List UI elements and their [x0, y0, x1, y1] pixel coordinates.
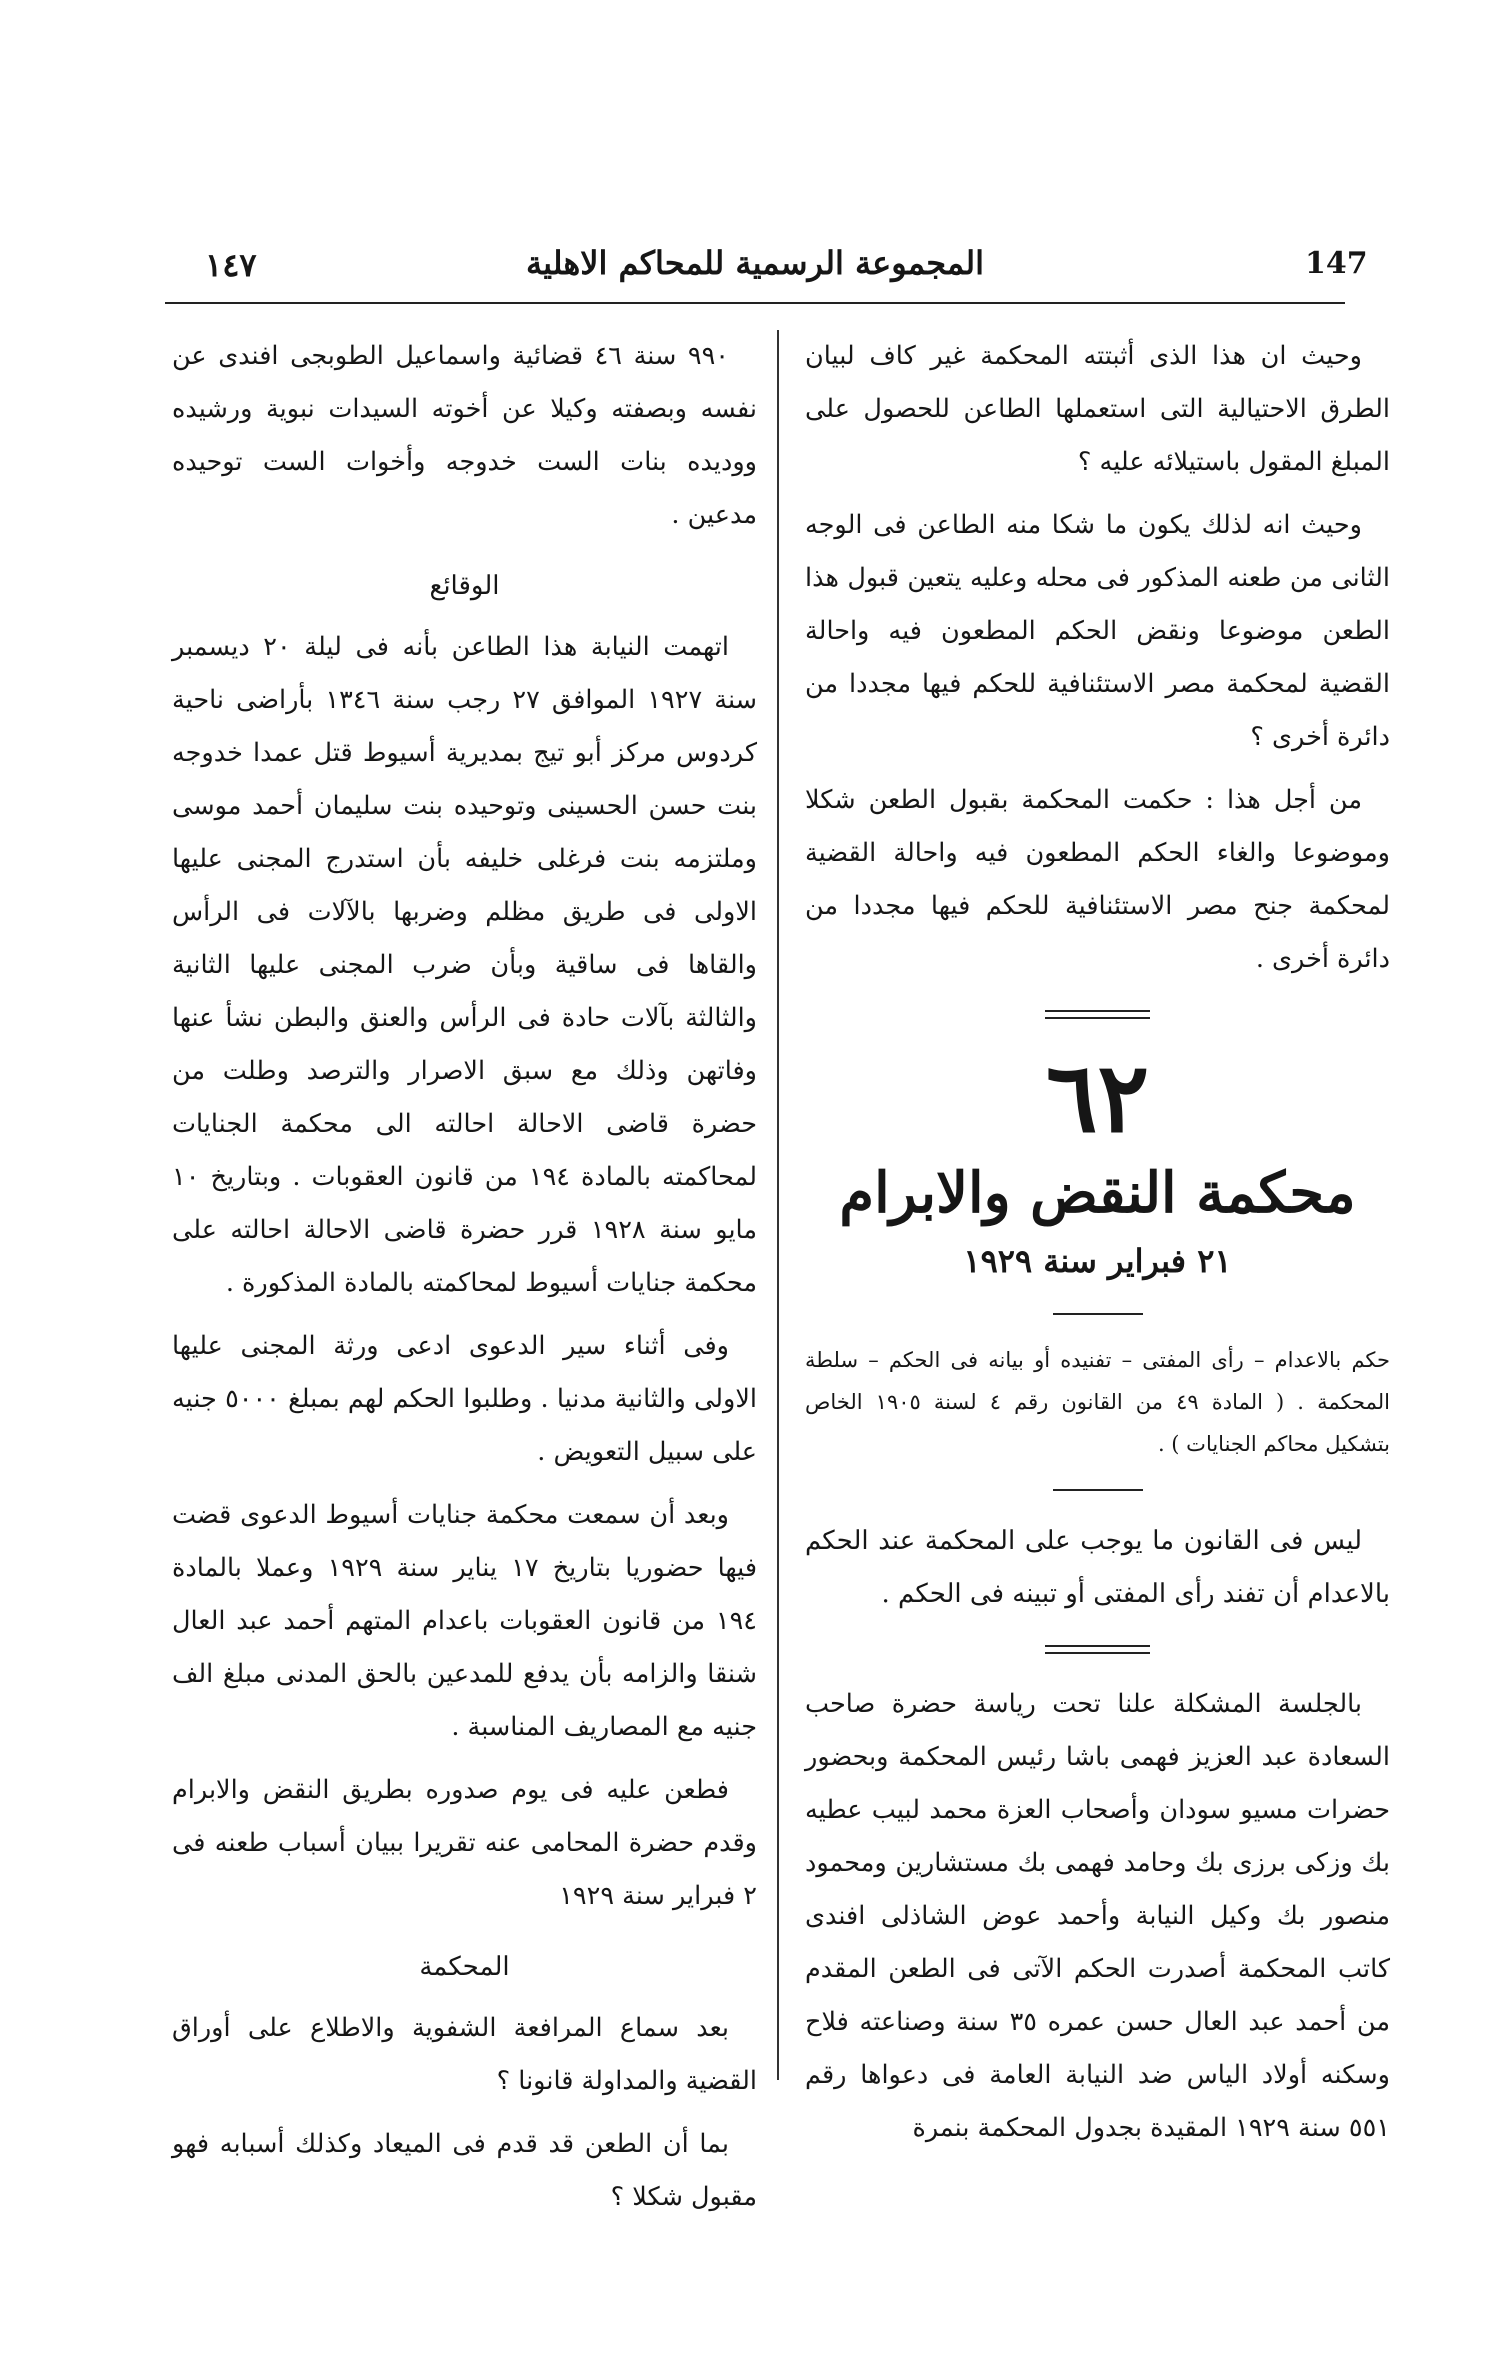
paragraph: من أجل هذا : حكمت المحكمة بقبول الطعن شكلا وموضوعا والغاء الحكم المطعون فيه واحالة القضية لمحكمة جنح مصر الاستئنافية للحكم فيها مجددا من دائرة أخرى . — [805, 785, 1390, 974]
paragraph: وحيث انه لذلك يكون ما شكا منه الطاعن فى الوجه الثانى من طعنه المذكور فى محله وعليه يتعين قبول هذا الطعن موضوعا ونقض الحكم المطعون فيه واحالة القضية لمحكمة مصر الاستئنافية للحكم فيها مجددا من دائرة أخرى ؟ — [805, 510, 1390, 752]
page-number-latin: 147 — [1305, 246, 1368, 281]
case-summary: حكم بالاعدام – رأى المفتى – تفنيده أو بيانه فى الحكم – سلطة المحكمة . ( المادة ٤٩ من القانون رقم ٤ لسنة ١٩٠٥ الخاص بتشكيل محاكم الجنايات ) . — [805, 1348, 1390, 1456]
double-separator — [1045, 1645, 1150, 1654]
single-separator — [1053, 1313, 1143, 1315]
paragraph: وحيث ان هذا الذى أثبتته المحكمة غير كاف لبيان الطرق الاحتيالية التى استعملها الطاعن للحصول على المبلغ المقول باستيلائه عليه ؟ — [805, 341, 1390, 477]
paragraph: بعد سماع المرافعة الشفوية والاطلاع على أوراق القضية والمداولة قانونا ؟ — [172, 2013, 757, 2096]
paragraph: بما أن الطعن قد قدم فى الميعاد وكذلك أسبابه فهو مقبول شكلا ؟ — [172, 2129, 757, 2212]
column-divider — [777, 330, 779, 2080]
header-rule — [165, 302, 1345, 304]
paragraph: اتهمت النيابة هذا الطاعن بأنه فى ليلة ٢٠ ديسمبر سنة ١٩٢٧ الموافق ٢٧ رجب سنة ١٣٤٦ بأراضى ناحية كردوس مركز أبو تيج بمديرية أسيوط قتل عمدا خدوجه بنت حسن الحسينى وتوحيده بنت سليمان أحمد موسى وملتزمه بنت فرغلى خليفه بأن استدرج المجنى عليها الاولى فى طريق مظلم وضربها بالآلات فى الرأس والقاها فى ساقية وبأن ضرب المجنى عليها الثانية والثالثة بآلات حادة فى الرأس والعنق والبطن نشأ عنها وفاتهن وذلك مع سبق الاصرار والترصد وطلت من حضرة قاضى الاحالة احالته الى محكمة الجنايات لمحاكمته بالمادة ١٩٤ من قانون العقوبات . وبتاريخ ١٠ مايو سنة ١٩٢٨ قرر حضرة قاضى الاحالة احالته على محكمة جنايات أسيوط لمحاكمته بالمادة المذكورة . — [172, 632, 758, 1298]
left-column — [172, 330, 757, 2234]
case-number: ٦٢ — [1045, 1041, 1150, 1154]
legal-principle: ليس فى القانون ما يوجب على المحكمة عند الحكم بالاعدام أن تفند رأى المفتى أو تبينه فى الحكم . — [805, 1526, 1390, 1609]
running-title: المجموعة الرسمية للمحاكم الاهلية — [525, 244, 985, 282]
paragraph: وفى أثناء سير الدعوى ادعى ورثة المجنى عليها الاولى والثانية مدنيا . وطلبوا الحكم لهم بمبلغ ٥٠٠٠ جنيه على سبيل التعويض . — [172, 1331, 757, 1467]
court-heading: المحكمة — [419, 1952, 510, 1982]
right-column — [805, 330, 1390, 2165]
paragraph: وبعد أن سمعت محكمة جنايات أسيوط الدعوى قضت فيها حضوريا بتاريخ ١٧ يناير سنة ١٩٢٩ وعملا بالمادة ١٩٤ من قانون العقوبات باعدام المتهم أحمد عبد العال شنقا والزامه بأن يدفع للمدعين بالحق المدنى مبلغ الف جنيه مع المصاريف المناسبة . — [172, 1500, 758, 1742]
session-paragraph: بالجلسة المشكلة علنا تحت رياسة حضرة صاحب السعادة عبد العزيز فهمى باشا رئيس المحكمة وبحضور حضرات مسيو سودان وأصحاب العزة محمد لبيب عطيه بك وزكى برزى بك وحامد فهمى بك مستشارين ومحمود منصور بك وكيل النيابة وأحمد عوض الشاذلى افندى كاتب المحكمة أصدرت الحكم الآتى فى الطعن المقدم من أحمد عبد العال حسن عمره ٣٥ سنة وصناعته فلاح وسكنه أولاد الياس ضد النيابة العامة فى دعواها رقم ٥٥١ سنة ١٩٢٩ المقيدة بجدول المحكمة بنمرة — [805, 1689, 1390, 2143]
facts-heading: الوقائع — [429, 571, 500, 601]
page-header — [165, 240, 1368, 300]
paragraph: ٩٩٠ سنة ٤٦ قضائية واسماعيل الطوبجى افندى عن نفسه وبصفته وكيلا عن أخوته السيدات نبوية ورشيده ووديده بنات الست خدوجه وأخوات الست توحيده مدعين . — [172, 341, 757, 530]
case-date: ٢١ فبراير سنة ١٩٢٩ — [963, 1242, 1232, 1280]
single-separator — [1053, 1489, 1143, 1491]
double-separator — [1045, 1010, 1150, 1019]
court-name: محكمة النقض والابرام — [839, 1160, 1356, 1226]
page-number-arabic: ١٤٧ — [205, 246, 257, 284]
paragraph: فطعن عليه فى يوم صدوره بطريق النقض والابرام وقدم حضرة المحامى عنه تقريرا ببيان أسباب طعنه فى ٢ فبراير سنة ١٩٢٩ — [172, 1775, 757, 1911]
